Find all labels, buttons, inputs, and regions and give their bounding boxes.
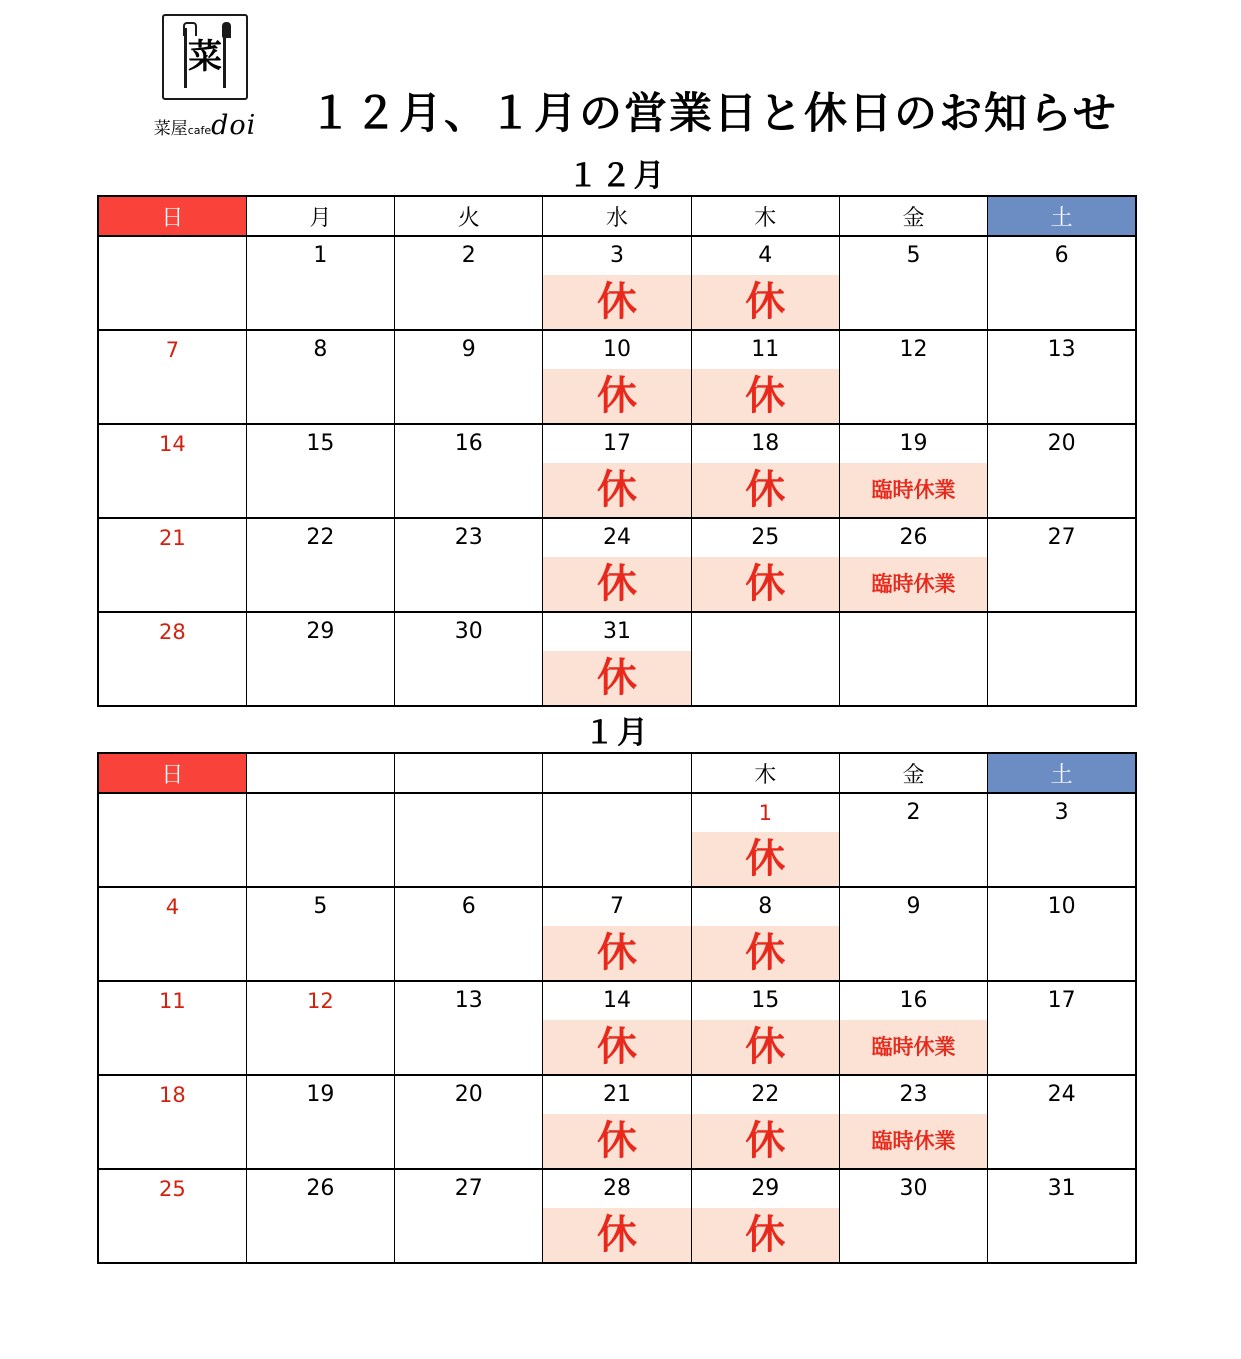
day-status-closed: 休 bbox=[543, 651, 691, 706]
day-number: 25 bbox=[98, 1169, 246, 1208]
day-status bbox=[988, 1208, 1136, 1263]
day-number: 10 bbox=[988, 887, 1136, 926]
day-number: 18 bbox=[691, 424, 839, 463]
day-status-closed: 休 bbox=[543, 463, 691, 518]
day-number: 14 bbox=[543, 981, 691, 1020]
table-row bbox=[98, 1075, 1136, 1114]
day-number: 12 bbox=[839, 330, 987, 369]
day-status bbox=[246, 369, 394, 424]
day-number: 4 bbox=[98, 887, 246, 926]
day-number: 28 bbox=[98, 612, 246, 651]
day-number bbox=[839, 612, 987, 651]
day-status bbox=[988, 926, 1136, 981]
day-status bbox=[246, 926, 394, 981]
day-number: 5 bbox=[839, 236, 987, 275]
day-status bbox=[98, 651, 246, 706]
day-number: 21 bbox=[543, 1075, 691, 1114]
day-number: 15 bbox=[246, 424, 394, 463]
day-number: 30 bbox=[395, 612, 543, 651]
weekday-header-tue bbox=[395, 753, 543, 793]
day-status-closed: 休 bbox=[691, 463, 839, 518]
day-status bbox=[395, 1208, 543, 1263]
day-status bbox=[839, 275, 987, 330]
weekday-header-sun: 日 bbox=[98, 196, 246, 236]
brand-logo-text bbox=[154, 110, 257, 141]
day-status bbox=[98, 926, 246, 981]
day-number: 27 bbox=[988, 518, 1136, 557]
day-status bbox=[988, 369, 1136, 424]
day-number: 13 bbox=[395, 981, 543, 1020]
restaurant-logo-icon bbox=[162, 14, 248, 100]
day-number bbox=[98, 793, 246, 832]
day-status-closed: 休 bbox=[543, 1114, 691, 1169]
table-row bbox=[98, 1114, 1136, 1169]
day-number: 11 bbox=[98, 981, 246, 1020]
table-row bbox=[98, 1020, 1136, 1075]
day-status bbox=[395, 1020, 543, 1075]
day-status bbox=[246, 557, 394, 612]
day-status-closed: 休 bbox=[691, 275, 839, 330]
day-number: 11 bbox=[691, 330, 839, 369]
day-status bbox=[988, 651, 1136, 706]
weekday-header-mon bbox=[246, 753, 394, 793]
day-status-closed: 休 bbox=[543, 1020, 691, 1075]
day-number: 24 bbox=[988, 1075, 1136, 1114]
table-row bbox=[98, 981, 1136, 1020]
day-number: 1 bbox=[691, 793, 839, 832]
day-status bbox=[395, 275, 543, 330]
table-row bbox=[98, 463, 1136, 518]
brand-name-script: doi bbox=[211, 110, 257, 141]
day-number: 27 bbox=[395, 1169, 543, 1208]
day-status-closed: 休 bbox=[691, 926, 839, 981]
day-number: 7 bbox=[98, 330, 246, 369]
day-number: 15 bbox=[691, 981, 839, 1020]
table-row bbox=[98, 557, 1136, 612]
day-number: 3 bbox=[988, 793, 1136, 832]
weekday-header-sun: 日 bbox=[98, 753, 246, 793]
weekday-header-wed bbox=[543, 753, 691, 793]
day-status-temp-closed: 臨時休業 bbox=[839, 463, 987, 518]
day-status bbox=[246, 463, 394, 518]
day-number bbox=[98, 236, 246, 275]
day-status bbox=[988, 832, 1136, 887]
weekday-header-sat: 土 bbox=[988, 753, 1136, 793]
day-status bbox=[98, 832, 246, 887]
day-status-closed: 休 bbox=[691, 557, 839, 612]
day-number: 25 bbox=[691, 518, 839, 557]
day-status bbox=[988, 1114, 1136, 1169]
weekday-header-wed: 水 bbox=[543, 196, 691, 236]
day-status bbox=[395, 651, 543, 706]
day-number: 29 bbox=[246, 612, 394, 651]
day-number: 3 bbox=[543, 236, 691, 275]
day-number: 9 bbox=[839, 887, 987, 926]
day-number: 23 bbox=[395, 518, 543, 557]
day-number bbox=[988, 612, 1136, 651]
day-status bbox=[395, 832, 543, 887]
table-row bbox=[98, 832, 1136, 887]
day-number: 7 bbox=[543, 887, 691, 926]
day-status bbox=[246, 1208, 394, 1263]
day-number: 12 bbox=[246, 981, 394, 1020]
day-status bbox=[839, 926, 987, 981]
day-number: 22 bbox=[691, 1075, 839, 1114]
day-status bbox=[395, 1114, 543, 1169]
day-number: 10 bbox=[543, 330, 691, 369]
logo-kanji: 菜 bbox=[188, 37, 222, 77]
day-status bbox=[246, 1020, 394, 1075]
day-number: 26 bbox=[246, 1169, 394, 1208]
day-status bbox=[988, 463, 1136, 518]
day-number: 19 bbox=[246, 1075, 394, 1114]
day-status bbox=[839, 832, 987, 887]
day-number: 2 bbox=[839, 793, 987, 832]
table-row bbox=[98, 275, 1136, 330]
brand-logo bbox=[105, 14, 305, 141]
day-status bbox=[98, 1114, 246, 1169]
calendar-january bbox=[97, 752, 1137, 1264]
day-number: 23 bbox=[839, 1075, 987, 1114]
day-status bbox=[246, 275, 394, 330]
day-status bbox=[98, 557, 246, 612]
day-status bbox=[246, 832, 394, 887]
day-number: 5 bbox=[246, 887, 394, 926]
day-number: 31 bbox=[988, 1169, 1136, 1208]
day-number bbox=[395, 793, 543, 832]
day-status bbox=[395, 557, 543, 612]
day-number bbox=[691, 612, 839, 651]
day-status-temp-closed: 臨時休業 bbox=[839, 1020, 987, 1075]
month-label-january: １月 bbox=[584, 715, 650, 751]
day-status-closed: 休 bbox=[543, 275, 691, 330]
table-row bbox=[98, 236, 1136, 275]
day-number: 8 bbox=[246, 330, 394, 369]
day-number: 30 bbox=[839, 1169, 987, 1208]
day-number: 24 bbox=[543, 518, 691, 557]
day-status-closed: 休 bbox=[691, 1208, 839, 1263]
table-row bbox=[98, 518, 1136, 557]
day-number: 13 bbox=[988, 330, 1136, 369]
day-number bbox=[543, 793, 691, 832]
day-number: 20 bbox=[395, 1075, 543, 1114]
table-row bbox=[98, 793, 1136, 832]
day-number: 29 bbox=[691, 1169, 839, 1208]
weekday-header-sat: 土 bbox=[988, 196, 1136, 236]
table-row bbox=[98, 369, 1136, 424]
day-number: 4 bbox=[691, 236, 839, 275]
table-row bbox=[98, 887, 1136, 926]
weekday-header-mon: 月 bbox=[246, 196, 394, 236]
day-status bbox=[98, 1208, 246, 1263]
table-row bbox=[98, 612, 1136, 651]
brand-name-kanji: 菜屋 bbox=[153, 119, 188, 139]
day-status-closed: 休 bbox=[543, 926, 691, 981]
day-number: 16 bbox=[839, 981, 987, 1020]
day-status-closed: 休 bbox=[691, 1114, 839, 1169]
day-status-closed: 休 bbox=[543, 1208, 691, 1263]
brand-name-cafe: cafe bbox=[187, 124, 212, 137]
day-number: 2 bbox=[395, 236, 543, 275]
table-row bbox=[98, 1208, 1136, 1263]
day-status bbox=[395, 926, 543, 981]
day-number: 22 bbox=[246, 518, 394, 557]
day-status bbox=[839, 369, 987, 424]
day-status bbox=[988, 557, 1136, 612]
day-number: 8 bbox=[691, 887, 839, 926]
day-status bbox=[395, 463, 543, 518]
day-status-closed: 休 bbox=[691, 832, 839, 887]
weekday-header-fri: 金 bbox=[839, 196, 987, 236]
day-number: 18 bbox=[98, 1075, 246, 1114]
calendar-table-december bbox=[97, 195, 1137, 707]
day-number: 1 bbox=[246, 236, 394, 275]
day-number: 17 bbox=[988, 981, 1136, 1020]
page-title: １２月、１月の営業日と休日のお知らせ bbox=[309, 89, 1118, 139]
month-label-december: １２月 bbox=[567, 158, 667, 194]
weekday-header-thu: 木 bbox=[691, 753, 839, 793]
day-number: 16 bbox=[395, 424, 543, 463]
day-status bbox=[98, 1020, 246, 1075]
day-number: 17 bbox=[543, 424, 691, 463]
day-status bbox=[988, 275, 1136, 330]
day-status bbox=[395, 369, 543, 424]
day-number bbox=[246, 793, 394, 832]
day-status bbox=[691, 651, 839, 706]
day-status bbox=[839, 1208, 987, 1263]
day-status bbox=[988, 1020, 1136, 1075]
table-row bbox=[98, 330, 1136, 369]
weekday-header-fri: 金 bbox=[839, 753, 987, 793]
day-status bbox=[246, 1114, 394, 1169]
table-row bbox=[98, 651, 1136, 706]
day-status-temp-closed: 臨時休業 bbox=[839, 1114, 987, 1169]
day-number: 14 bbox=[98, 424, 246, 463]
table-row bbox=[98, 424, 1136, 463]
day-number: 6 bbox=[395, 887, 543, 926]
day-number: 21 bbox=[98, 518, 246, 557]
weekday-header-thu: 木 bbox=[691, 196, 839, 236]
weekday-header-row bbox=[98, 196, 1136, 236]
day-status bbox=[839, 651, 987, 706]
table-row bbox=[98, 926, 1136, 981]
day-status bbox=[246, 651, 394, 706]
table-row bbox=[98, 1169, 1136, 1208]
weekday-header-row bbox=[98, 753, 1136, 793]
calendar-december bbox=[97, 195, 1137, 707]
day-number: 26 bbox=[839, 518, 987, 557]
day-status bbox=[543, 832, 691, 887]
day-status-closed: 休 bbox=[691, 369, 839, 424]
day-number: 19 bbox=[839, 424, 987, 463]
day-status bbox=[98, 275, 246, 330]
day-number: 9 bbox=[395, 330, 543, 369]
day-status bbox=[98, 463, 246, 518]
day-status-closed: 休 bbox=[543, 369, 691, 424]
day-number: 31 bbox=[543, 612, 691, 651]
calendar-table-january bbox=[97, 752, 1137, 1264]
day-number: 6 bbox=[988, 236, 1136, 275]
day-status-closed: 休 bbox=[543, 557, 691, 612]
day-status bbox=[98, 369, 246, 424]
weekday-header-tue: 火 bbox=[395, 196, 543, 236]
day-status-closed: 休 bbox=[691, 1020, 839, 1075]
day-number: 28 bbox=[543, 1169, 691, 1208]
day-number: 20 bbox=[988, 424, 1136, 463]
page-header bbox=[0, 0, 1241, 150]
day-status-temp-closed: 臨時休業 bbox=[839, 557, 987, 612]
